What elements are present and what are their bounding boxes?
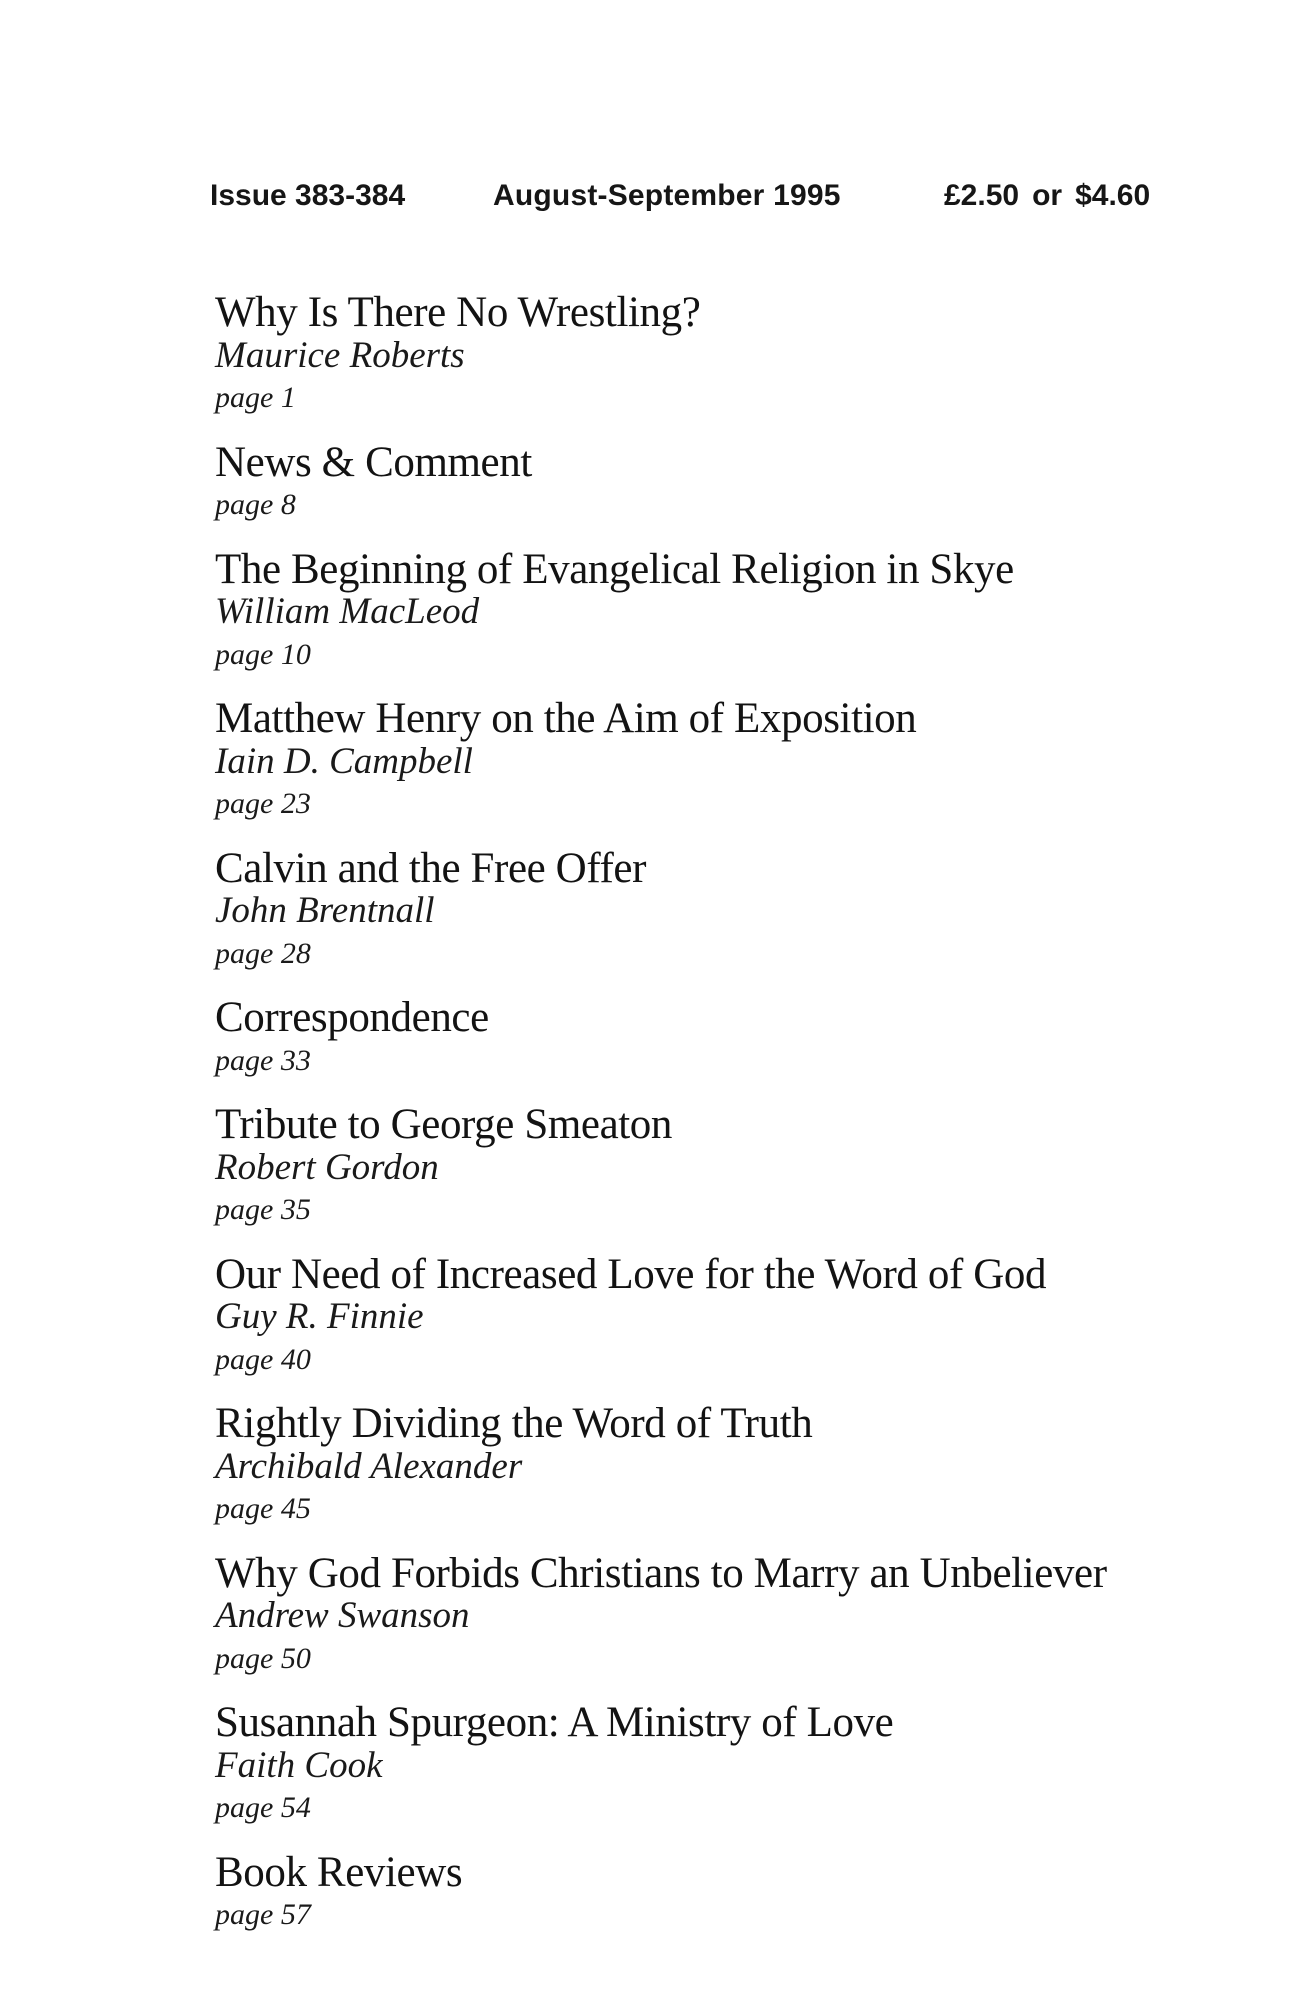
issue-number: Issue 383-384 bbox=[210, 179, 406, 212]
table-of-contents bbox=[215, 289, 1225, 1959]
article-author: Robert Gordon bbox=[215, 1146, 439, 1188]
article-author: Guy R. Finnie bbox=[215, 1296, 424, 1337]
article-author: Andrew Swanson bbox=[215, 1595, 470, 1636]
article-title: Susannah Spurgeon: A Ministry of Love bbox=[215, 1699, 894, 1746]
article-title: Our Need of Increased Love for the Word of God bbox=[215, 1250, 1047, 1298]
article-author: Iain D. Campbell bbox=[215, 740, 473, 782]
toc-entry bbox=[215, 1101, 1225, 1232]
price-usd: $4.60 bbox=[1075, 179, 1151, 212]
article-title: Tribute to George Smeaton bbox=[215, 1101, 672, 1148]
issue-date: August-September 1995 bbox=[493, 179, 841, 212]
toc-entry bbox=[215, 289, 1225, 420]
article-title: Rightly Dividing the Word of Truth bbox=[215, 1400, 813, 1447]
toc-entry bbox=[215, 545, 1225, 677]
article-title: News & Comment bbox=[215, 438, 532, 486]
toc-entry bbox=[215, 844, 1225, 976]
article-title: Why God Forbids Christians to Marry an Unbeliever bbox=[215, 1549, 1107, 1597]
article-author: Maurice Roberts bbox=[215, 334, 465, 376]
article-page: page 1 bbox=[215, 381, 296, 414]
toc-entry bbox=[215, 1699, 1225, 1830]
article-title: Calvin and the Free Offer bbox=[215, 844, 647, 892]
article-page: page 8 bbox=[215, 488, 296, 521]
toc-entry bbox=[215, 1400, 1225, 1531]
toc-entry bbox=[215, 1250, 1225, 1382]
article-page: page 45 bbox=[215, 1492, 311, 1525]
article-page: page 40 bbox=[215, 1342, 311, 1376]
article-title: The Beginning of Evangelical Religion in Skye bbox=[215, 545, 1014, 593]
toc-entry bbox=[215, 1549, 1225, 1681]
article-title: Book Reviews bbox=[215, 1848, 463, 1896]
article-page: page 54 bbox=[215, 1791, 311, 1824]
article-author: John Brentnall bbox=[215, 890, 435, 931]
toc-entry bbox=[215, 695, 1225, 826]
price-gbp: £2.50 bbox=[944, 179, 1020, 212]
toc-entry bbox=[215, 438, 1225, 527]
toc-entry bbox=[215, 1848, 1225, 1937]
issue-price bbox=[944, 181, 1150, 211]
article-page: page 28 bbox=[215, 936, 311, 970]
article-page: page 10 bbox=[215, 637, 311, 671]
article-author: William MacLeod bbox=[215, 591, 480, 632]
article-author: Faith Cook bbox=[215, 1744, 383, 1786]
article-title: Why Is There No Wrestling? bbox=[215, 289, 701, 336]
article-title: Matthew Henry on the Aim of Exposition bbox=[215, 695, 917, 742]
article-page: page 35 bbox=[215, 1193, 311, 1226]
article-title: Correspondence bbox=[215, 994, 489, 1041]
article-author: Archibald Alexander bbox=[215, 1445, 523, 1487]
article-page: page 50 bbox=[215, 1641, 311, 1675]
article-page: page 57 bbox=[215, 1898, 311, 1931]
toc-entry bbox=[215, 994, 1225, 1082]
article-page: page 33 bbox=[215, 1043, 311, 1077]
price-conjunction: or bbox=[1032, 179, 1063, 212]
article-page: page 23 bbox=[215, 787, 311, 820]
